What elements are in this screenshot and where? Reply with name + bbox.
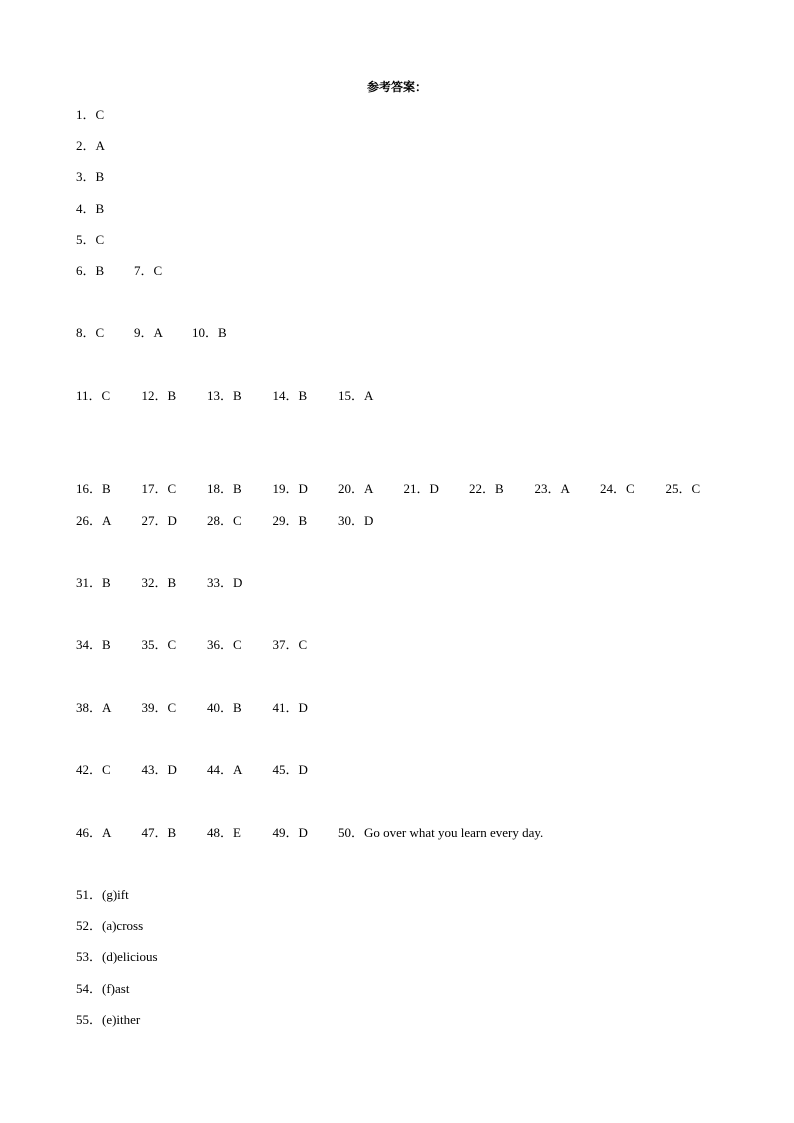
- answer-item: 51．(g)ift: [76, 887, 129, 902]
- answer-item: 41．D: [272, 700, 308, 715]
- answer-item: 15．A: [338, 388, 374, 403]
- answer-item: 2．A: [76, 138, 105, 153]
- answer-item: 6．B: [76, 263, 105, 278]
- answer-item: 26．A: [76, 513, 112, 528]
- answer-item: 28．C: [207, 513, 242, 528]
- answer-item: 29．B: [272, 513, 308, 528]
- answer-key-title: 参考答案：: [366, 80, 427, 94]
- answer-item: 37．C: [272, 637, 308, 652]
- answer-item: 35．C: [141, 637, 177, 652]
- answer-item: 50．Go over what you learn every day.: [338, 825, 544, 840]
- answer-item: 45．D: [272, 762, 308, 777]
- answer-item: 36．C: [207, 637, 242, 652]
- answer-item: 30．D: [338, 513, 374, 528]
- answer-item: 8．C: [76, 325, 105, 340]
- answer-item: 20．A: [338, 481, 374, 496]
- answer-item: 39．C: [141, 700, 177, 715]
- answer-item: 24．C: [600, 481, 635, 496]
- answer-item: 40．B: [207, 700, 242, 715]
- answer-item: 32．B: [141, 575, 177, 590]
- answer-item: 22．B: [469, 481, 504, 496]
- answer-item: 44．A: [207, 762, 243, 777]
- answer-item: 43．D: [141, 762, 177, 777]
- answer-item: 42．C: [76, 762, 111, 777]
- answer-item: 14．B: [272, 388, 308, 403]
- answer-item: 34．B: [76, 637, 111, 652]
- answer-item: 7．C: [134, 263, 163, 278]
- answer-item: 19．D: [272, 481, 308, 496]
- answer-item: 48．E: [207, 825, 241, 840]
- answer-item: 11．C: [76, 388, 111, 403]
- answer-item: 46．A: [76, 825, 112, 840]
- answer-item: 25．C: [665, 481, 701, 496]
- answer-item: 16．B: [76, 481, 111, 496]
- answer-item: 54．(f)ast: [76, 981, 130, 996]
- answer-item: 38．A: [76, 700, 112, 715]
- answer-item: 23．A: [534, 481, 570, 496]
- answer-item: 33．D: [207, 575, 243, 590]
- answer-item: 21．D: [403, 481, 439, 496]
- answer-item: 13．B: [207, 388, 242, 403]
- answer-item: 18．B: [207, 481, 242, 496]
- answer-item: 53．(d)elicious: [76, 949, 158, 964]
- answer-item: 27．D: [141, 513, 177, 528]
- answer-item: 1．C: [76, 107, 105, 122]
- answer-item: 49．D: [272, 825, 308, 840]
- answer-item: 47．B: [141, 825, 177, 840]
- answer-item: 4．B: [76, 201, 105, 216]
- answer-item: 3．B: [76, 169, 105, 184]
- answer-item: 12．B: [141, 388, 177, 403]
- answer-item: 10．B: [192, 325, 227, 340]
- answer-item: 5．C: [76, 232, 105, 247]
- answer-item: 55．(e)ither: [76, 1012, 141, 1027]
- answer-item: 9．A: [134, 325, 163, 340]
- answer-item: 17．C: [141, 481, 177, 496]
- answer-item: 31．B: [76, 575, 111, 590]
- answer-item: 52．(a)cross: [76, 918, 144, 933]
